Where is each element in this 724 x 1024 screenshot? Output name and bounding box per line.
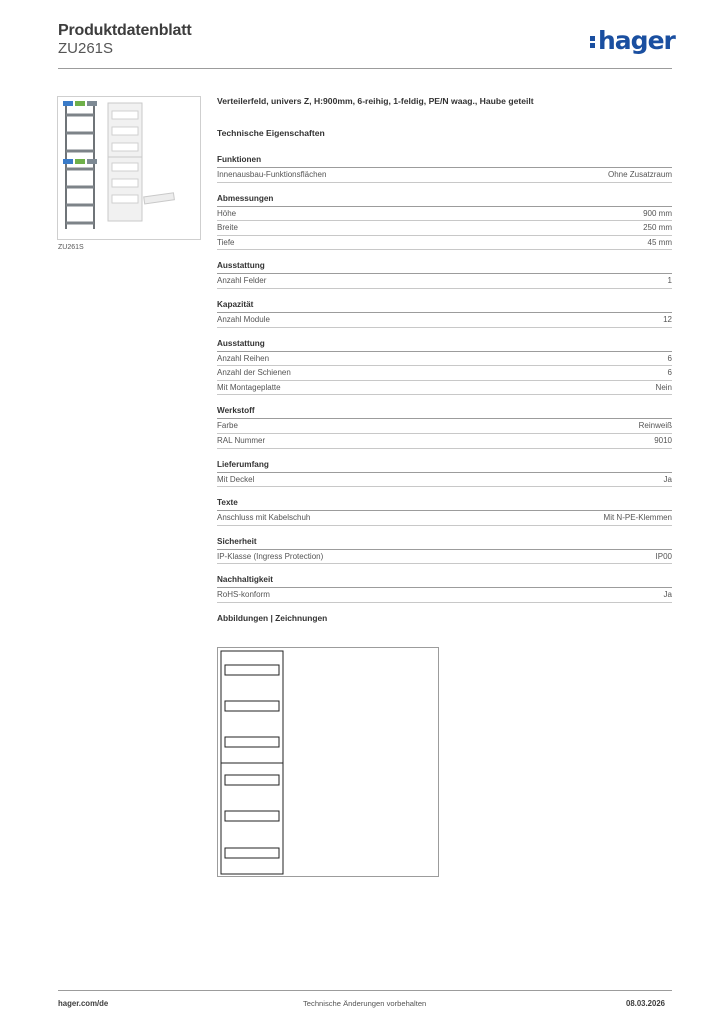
spec-group xyxy=(217,193,672,251)
page-title: Produktdatenblatt xyxy=(58,22,192,39)
spec-value: IP00 xyxy=(655,551,672,561)
spec-value: Ja xyxy=(663,590,672,600)
spec-row xyxy=(217,381,672,396)
spec-group-title: Lieferumfang xyxy=(217,459,672,473)
spec-group-title: Sicherheit xyxy=(217,536,672,550)
spec-group-title: Ausstattung xyxy=(217,260,672,274)
spec-group xyxy=(217,405,672,448)
spec-row xyxy=(217,274,672,289)
spec-value: 45 mm xyxy=(647,237,672,247)
spec-groups xyxy=(217,154,672,603)
spec-value: Ja xyxy=(663,474,672,484)
spec-row xyxy=(217,207,672,222)
spec-label: Mit Deckel xyxy=(217,474,255,484)
spec-label: Mit Montageplatte xyxy=(217,382,281,392)
spec-group xyxy=(217,299,672,328)
footer-divider xyxy=(58,990,672,991)
spec-value: Nein xyxy=(655,382,672,392)
spec-row xyxy=(217,434,672,449)
spec-value: Ohne Zusatzraum xyxy=(607,170,672,179)
spec-label: Anzahl Module xyxy=(217,314,270,324)
spec-group xyxy=(217,459,672,488)
spec-value: Reinweiß xyxy=(638,421,672,431)
specifications xyxy=(217,94,672,623)
tech-properties-heading: Technische Eigenschaften xyxy=(217,128,325,138)
spec-value: 6 xyxy=(667,353,672,363)
spec-group-title: Ausstattung xyxy=(217,338,672,352)
logo-text: hager xyxy=(598,26,675,55)
header-divider xyxy=(58,68,672,69)
footer-notice: Technische Änderungen vorbehalten xyxy=(303,999,427,1008)
spec-value: 250 mm xyxy=(643,223,672,233)
image-caption: ZU261S xyxy=(58,244,84,251)
spec-label: Anschluss mit Kabelschuh xyxy=(217,513,311,523)
spec-row xyxy=(217,550,672,565)
logo-dots-icon xyxy=(590,34,596,50)
spec-value: 6 xyxy=(667,368,672,378)
spec-label: Innenausbau-Funktionsflächen xyxy=(217,170,327,179)
spec-value: 9010 xyxy=(654,435,672,445)
spec-group-title: Nachhaltigkeit xyxy=(217,574,672,588)
spec-row xyxy=(217,588,672,603)
spec-group xyxy=(217,536,672,565)
spec-label: RoHS-konform xyxy=(217,590,270,600)
spec-label: RAL Nummer xyxy=(217,435,266,445)
spec-label: Höhe xyxy=(217,208,237,218)
spec-row xyxy=(217,511,672,526)
spec-label: Tiefe xyxy=(217,237,235,247)
spec-group xyxy=(217,260,672,289)
footer-website-link[interactable]: hager.com/de xyxy=(58,999,109,1008)
spec-row xyxy=(217,352,672,367)
figures-heading: Abbildungen | Zeichnungen xyxy=(217,612,328,623)
product-image xyxy=(57,96,201,240)
product-description: Verteilerfeld, univers Z, H:900mm, 6-reihig, 1-feldig, PE/N waag., Haube geteilt xyxy=(217,96,534,106)
spec-group xyxy=(217,497,672,526)
spec-row xyxy=(217,419,672,434)
spec-label: Anzahl Reihen xyxy=(217,353,270,363)
footer-date: 08.03.2026 xyxy=(626,999,666,1008)
spec-row xyxy=(217,168,672,183)
spec-label: Breite xyxy=(217,223,238,233)
spec-value: 12 xyxy=(663,314,672,324)
technical-drawing xyxy=(217,647,439,877)
spec-row xyxy=(217,473,672,488)
spec-group-title: Funktionen xyxy=(217,154,672,168)
spec-group-title: Werkstoff xyxy=(217,405,672,419)
spec-row xyxy=(217,313,672,328)
spec-value: 900 mm xyxy=(643,208,672,218)
spec-label: Anzahl der Schienen xyxy=(217,368,291,378)
spec-group xyxy=(217,154,672,183)
spec-group-title: Kapazität xyxy=(217,299,672,313)
spec-group xyxy=(217,338,672,396)
spec-row xyxy=(217,236,672,251)
spec-value: 1 xyxy=(667,276,672,286)
distribution-panel-illustration-icon xyxy=(58,97,200,239)
spec-group-title: Abmessungen xyxy=(217,193,672,207)
hager-logo[interactable] xyxy=(590,26,675,55)
spec-value: Mit N-PE-Klemmen xyxy=(603,513,672,523)
product-code: ZU261S xyxy=(58,40,114,57)
front-view-drawing-icon xyxy=(218,648,438,876)
spec-row xyxy=(217,366,672,381)
spec-row xyxy=(217,221,672,236)
spec-group xyxy=(217,574,672,603)
spec-group-title: Texte xyxy=(217,497,672,511)
spec-label: IP-Klasse (Ingress Protection) xyxy=(217,551,324,561)
spec-label: Anzahl Felder xyxy=(217,276,267,286)
spec-label: Farbe xyxy=(217,421,238,431)
